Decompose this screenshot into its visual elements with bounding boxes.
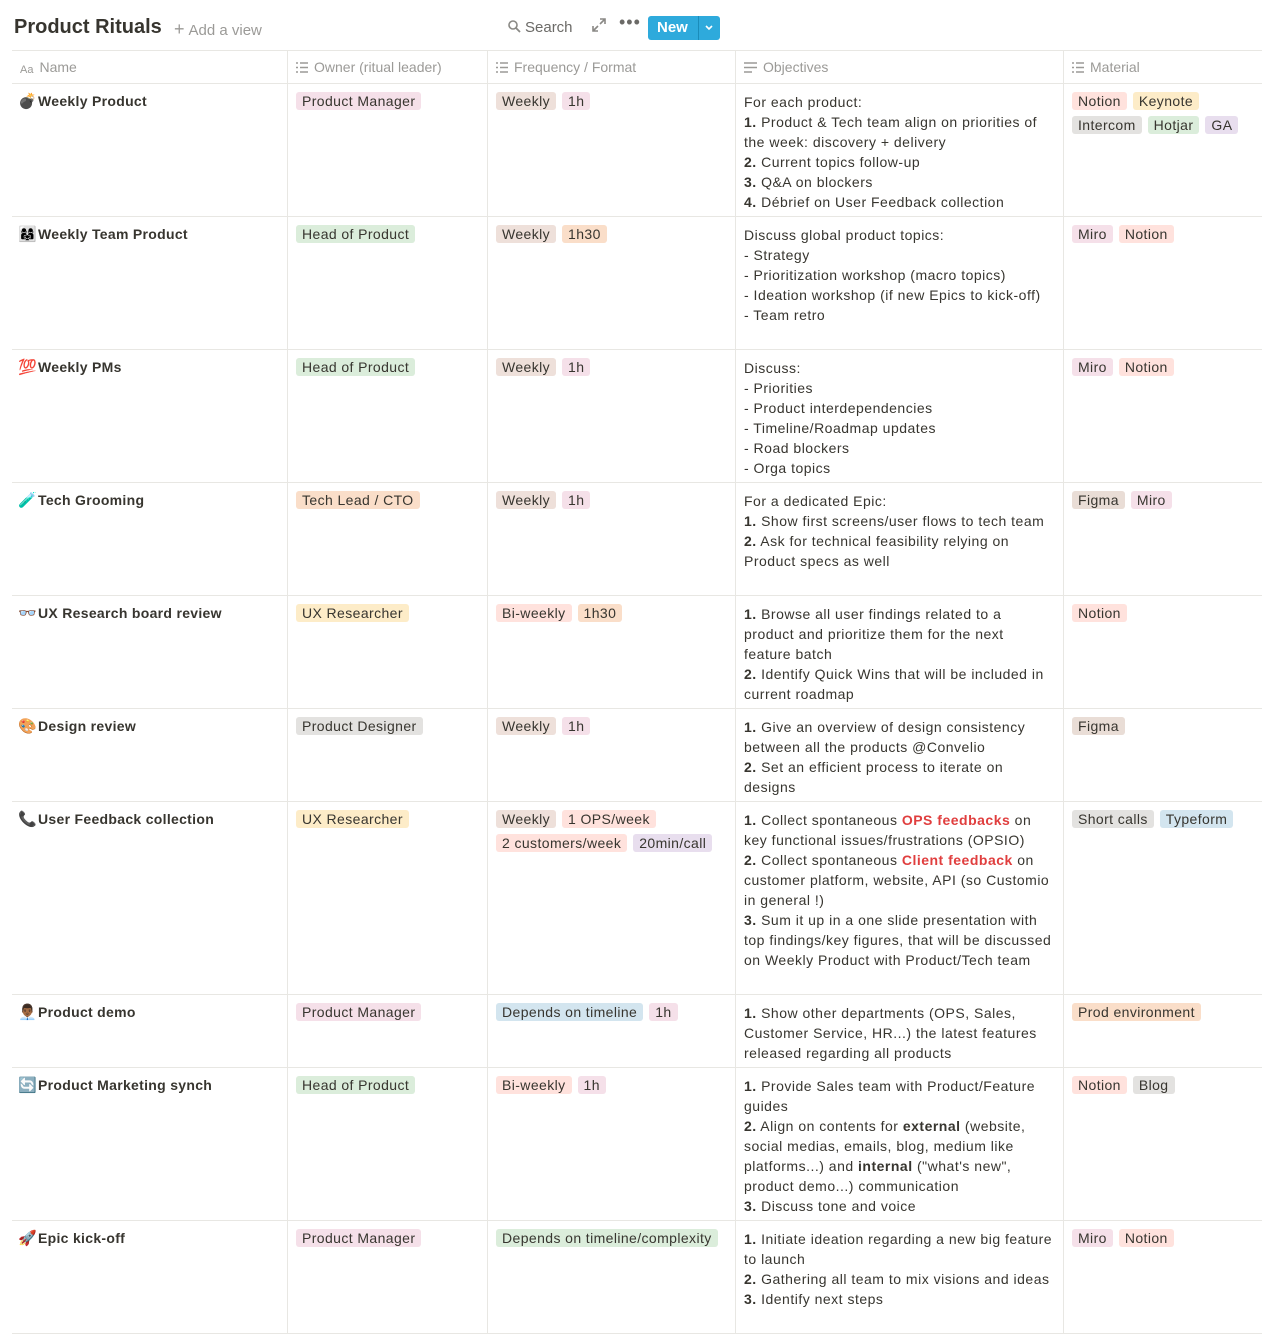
row-title[interactable]: Weekly Product — [38, 93, 147, 109]
objective-line: 1. Browse all user findings related to a product and prioritize them for the next feature batch — [744, 606, 1009, 662]
frequency-cell[interactable] — [487, 709, 735, 801]
row-emoji-icon: 👓 — [18, 605, 37, 622]
objective-line: 2. Identify Quick Wins that will be included in current roadmap — [744, 666, 1049, 702]
owner-tag[interactable]: UX Researcher — [296, 810, 409, 828]
objective-line: 3. Discuss tone and voice — [744, 1198, 917, 1214]
owner-cell[interactable] — [287, 84, 487, 216]
row-emoji-icon: 👨🏾‍💼 — [18, 1004, 37, 1021]
column-header-material[interactable]: Material — [1063, 51, 1262, 83]
objective-line: 3. Sum it up in a one slide presentation with top findings/key figures, that will be discussed on Weekly Product with Product/Tech team — [744, 912, 1056, 968]
highlight-text: Client feedback — [901, 852, 1013, 868]
frequency-tag[interactable]: 1h — [578, 1076, 606, 1094]
name-cell[interactable] — [12, 709, 287, 801]
objectives-cell[interactable] — [735, 802, 1063, 994]
frequency-tag[interactable]: Bi-weekly — [496, 604, 572, 622]
owner-tag[interactable]: Product Designer — [296, 717, 423, 735]
material-cell[interactable] — [1063, 709, 1262, 801]
objectives-text — [744, 92, 1055, 212]
material-tag[interactable]: Miro — [1072, 225, 1113, 243]
frequency-cell[interactable] — [487, 995, 735, 1067]
frequency-cell[interactable] — [487, 350, 735, 482]
material-tag[interactable]: Notion — [1072, 1076, 1127, 1094]
objective-number: 1. — [744, 114, 757, 130]
objective-number: 1. — [744, 1005, 757, 1021]
name-cell[interactable] — [12, 217, 287, 349]
objective-line: 1. Give an overview of design consistency between all the products @Convelio — [744, 719, 1030, 755]
owner-cell[interactable] — [287, 709, 487, 801]
objective-number: 2. — [744, 852, 757, 868]
chevron-down-icon[interactable] — [704, 21, 714, 35]
table-row[interactable] — [12, 1068, 1262, 1221]
objectives-cell[interactable] — [735, 596, 1063, 708]
objective-line: - Ideation workshop (if new Epics to kick-off) — [744, 287, 1041, 303]
frequency-cell[interactable] — [487, 596, 735, 708]
frequency-tag[interactable]: 1h — [562, 717, 590, 735]
frequency-tag[interactable]: Weekly — [496, 810, 556, 828]
search-button[interactable]: Search — [508, 19, 573, 36]
row-title[interactable]: Product demo — [38, 1004, 136, 1020]
objectives-cell[interactable] — [735, 483, 1063, 595]
objective-line: 1. Product & Tech team align on priorities of the week: discovery + delivery — [744, 114, 1042, 150]
table-row[interactable] — [12, 802, 1262, 995]
table-header — [12, 50, 1262, 84]
objective-number: 2. — [744, 666, 757, 682]
bold-text: internal — [858, 1158, 913, 1174]
expand-icon[interactable] — [592, 18, 606, 32]
row-emoji-icon: 💯 — [18, 359, 37, 376]
frequency-cell[interactable] — [487, 802, 735, 994]
material-tag[interactable]: Miro — [1072, 1229, 1113, 1247]
table-row[interactable] — [12, 709, 1262, 802]
owner-cell[interactable] — [287, 596, 487, 708]
name-cell[interactable] — [12, 350, 287, 482]
owner-tag[interactable]: UX Researcher — [296, 604, 409, 622]
objectives-text — [744, 358, 1055, 478]
objectives-text — [744, 491, 1055, 571]
material-tag[interactable]: Figma — [1072, 491, 1125, 509]
material-tag[interactable]: Miro — [1131, 491, 1172, 509]
row-emoji-icon: 💣 — [18, 93, 37, 110]
material-cell[interactable] — [1063, 596, 1262, 708]
objective-line: 3. Q&A on blockers — [744, 174, 873, 190]
objectives-cell[interactable] — [735, 217, 1063, 349]
objective-line: 2. Ask for technical feasibility relying on Product specs as well — [744, 533, 1014, 569]
name-cell[interactable] — [12, 1068, 287, 1220]
highlight-text: OPS feedbacks — [901, 812, 1011, 828]
frequency-tag[interactable]: 1h — [562, 491, 590, 509]
objective-number: 2. — [744, 1271, 757, 1287]
objective-line: - Prioritization workshop (macro topics) — [744, 267, 1006, 283]
row-emoji-icon: 🎨 — [18, 718, 37, 735]
name-cell[interactable] — [12, 802, 287, 994]
material-cell[interactable] — [1063, 217, 1262, 349]
frequency-tag[interactable]: 2 customers/week — [496, 834, 627, 852]
frequency-tag[interactable]: Weekly — [496, 491, 556, 509]
table-row[interactable] — [12, 995, 1262, 1068]
material-tag[interactable]: Miro — [1072, 358, 1113, 376]
table-row[interactable] — [12, 1221, 1262, 1334]
name-cell[interactable] — [12, 1221, 287, 1333]
objective-line: For a dedicated Epic: — [744, 493, 887, 509]
table-row[interactable] — [12, 483, 1262, 596]
row-title[interactable]: UX Research board review — [38, 605, 222, 621]
row-title[interactable]: Design review — [38, 718, 137, 734]
objective-number: 1. — [744, 812, 757, 828]
row-emoji-icon: 🚀 — [18, 1230, 37, 1247]
material-tag[interactable]: Blog — [1133, 1076, 1175, 1094]
objectives-text — [744, 1076, 1055, 1216]
more-options-icon[interactable]: ••• — [619, 12, 641, 32]
objective-number: 3. — [744, 912, 757, 928]
owner-cell[interactable] — [287, 1068, 487, 1220]
objective-line: 1. Initiate ideation regarding a new big feature to launch — [744, 1231, 1057, 1267]
database-table — [12, 50, 1262, 1334]
table-row[interactable] — [12, 84, 1262, 217]
frequency-tag[interactable]: 1h — [649, 1003, 677, 1021]
objectives-text — [744, 225, 1055, 325]
objectives-cell[interactable] — [735, 709, 1063, 801]
table-row[interactable] — [12, 350, 1262, 483]
objective-number: 1. — [744, 719, 757, 735]
material-cell[interactable] — [1063, 1221, 1262, 1333]
material-cell[interactable] — [1063, 350, 1262, 482]
objective-line: - Team retro — [744, 307, 826, 323]
row-emoji-icon: 👩‍👩‍👧 — [18, 226, 37, 243]
material-cell[interactable] — [1063, 483, 1262, 595]
frequency-tag[interactable]: 1h30 — [562, 225, 607, 243]
objective-number: 1. — [744, 1078, 757, 1094]
page-title: Product Rituals — [14, 16, 162, 38]
new-button[interactable]: New — [648, 16, 720, 40]
owner-tag[interactable]: Tech Lead / CTO — [296, 491, 420, 509]
material-cell[interactable] — [1063, 995, 1262, 1067]
objectives-cell[interactable] — [735, 1221, 1063, 1333]
objective-number: 2. — [744, 533, 757, 549]
material-tag[interactable]: Hotjar — [1148, 116, 1200, 134]
row-emoji-icon: 📞 — [18, 811, 37, 828]
objective-number: 1. — [744, 606, 757, 622]
row-emoji-icon: 🔄 — [18, 1077, 37, 1094]
objective-line: Discuss global product topics: — [744, 227, 945, 243]
table-body — [12, 84, 1262, 1334]
owner-tag[interactable]: Product Manager — [296, 92, 421, 110]
material-tag[interactable]: Keynote — [1133, 92, 1199, 110]
objectives-cell[interactable] — [735, 1068, 1063, 1220]
owner-cell[interactable] — [287, 217, 487, 349]
objective-number: 3. — [744, 1198, 757, 1214]
objectives-text — [744, 1003, 1055, 1063]
owner-cell[interactable] — [287, 350, 487, 482]
name-cell[interactable] — [12, 596, 287, 708]
owner-cell[interactable] — [287, 1221, 487, 1333]
material-tag[interactable]: Short calls — [1072, 810, 1154, 828]
objective-number: 3. — [744, 174, 757, 190]
objective-line: - Product interdependencies — [744, 400, 933, 416]
frequency-tag[interactable]: Depends on timeline/complexity — [496, 1229, 718, 1247]
material-cell[interactable] — [1063, 84, 1262, 216]
material-tag[interactable]: Notion — [1119, 358, 1174, 376]
table-row[interactable] — [12, 217, 1262, 350]
objective-line: 2. Set an efficient process to iterate on designs — [744, 759, 1008, 795]
objectives-text — [744, 1229, 1055, 1309]
objective-line: Discuss: — [744, 360, 801, 376]
frequency-tag[interactable]: 1 OPS/week — [562, 810, 656, 828]
objective-number: 2. — [744, 759, 757, 775]
owner-tag[interactable]: Product Manager — [296, 1003, 421, 1021]
objective-line: 1. Show other departments (OPS, Sales, Customer Service, HR...) the latest features released regarding all products — [744, 1005, 1042, 1061]
owner-tag[interactable]: Product Manager — [296, 1229, 421, 1247]
owner-tag[interactable]: Head of Product — [296, 358, 415, 376]
objective-line: 2. Align on contents for external (website, social medias, emails, blog, medium like platforms...) and internal ("what's new", product demo...) communication — [744, 1118, 1030, 1194]
objective-line: - Road blockers — [744, 440, 850, 456]
column-header-name[interactable]: Aa Name — [20, 59, 77, 76]
objective-number: 2. — [744, 1118, 757, 1134]
objective-line: 2. Gathering all team to mix visions and ideas — [744, 1271, 1050, 1287]
objective-number: 4. — [744, 194, 757, 210]
material-tag[interactable]: Figma — [1072, 717, 1125, 735]
name-cell[interactable] — [12, 84, 287, 216]
objective-line: For each product: — [744, 94, 863, 110]
list-property-icon — [1072, 62, 1084, 73]
frequency-tag[interactable]: Weekly — [496, 92, 556, 110]
objective-number: 1. — [744, 513, 757, 529]
material-tag[interactable]: Notion — [1119, 225, 1174, 243]
owner-tag[interactable]: Head of Product — [296, 225, 415, 243]
plus-icon: + — [174, 19, 185, 39]
frequency-tag[interactable]: 1h30 — [578, 604, 623, 622]
objectives-text — [744, 604, 1055, 704]
search-icon — [508, 20, 521, 33]
row-title[interactable]: Weekly PMs — [38, 359, 122, 375]
frequency-tag[interactable]: Weekly — [496, 717, 556, 735]
objective-line: 1. Show first screens/user flows to tech team — [744, 513, 1045, 529]
text-lines-icon — [744, 62, 757, 73]
table-row[interactable] — [12, 596, 1262, 709]
objective-line: 4. Débrief on User Feedback collection — [744, 194, 1005, 210]
list-property-icon — [496, 62, 508, 73]
row-title[interactable]: Tech Grooming — [38, 492, 145, 508]
frequency-cell[interactable] — [487, 1068, 735, 1220]
toolbar — [0, 0, 1262, 50]
name-cell[interactable] — [12, 995, 287, 1067]
material-tag[interactable]: Intercom — [1072, 116, 1142, 134]
objective-line: 3. Identify next steps — [744, 1291, 884, 1307]
frequency-cell[interactable] — [487, 483, 735, 595]
frequency-tag[interactable]: 1h — [562, 92, 590, 110]
objectives-text — [744, 717, 1055, 797]
material-tag[interactable]: GA — [1205, 116, 1238, 134]
add-view-button[interactable]: + Add a view — [174, 19, 262, 39]
frequency-cell[interactable] — [487, 84, 735, 216]
objectives-text — [744, 810, 1055, 970]
text-property-icon: Aa — [20, 64, 34, 76]
objective-line: - Orga topics — [744, 460, 831, 476]
row-title[interactable]: Product Marketing synch — [38, 1077, 213, 1093]
objective-number: 1. — [744, 1231, 757, 1247]
objectives-cell[interactable] — [735, 995, 1063, 1067]
column-header-frequency[interactable]: Frequency / Format — [487, 51, 735, 83]
row-title[interactable]: User Feedback collection — [38, 811, 215, 827]
objective-line: 2. Current topics follow-up — [744, 154, 921, 170]
objectives-cell[interactable] — [735, 350, 1063, 482]
owner-tag[interactable]: Head of Product — [296, 1076, 415, 1094]
frequency-cell[interactable] — [487, 217, 735, 349]
list-property-icon — [296, 62, 308, 73]
objective-line: - Timeline/Roadmap updates — [744, 420, 936, 436]
material-tag[interactable]: Prod environment — [1072, 1003, 1201, 1021]
material-tag[interactable]: Notion — [1119, 1229, 1174, 1247]
material-cell[interactable] — [1063, 1068, 1262, 1220]
frequency-tag[interactable]: Bi-weekly — [496, 1076, 572, 1094]
bold-text: external — [902, 1118, 961, 1134]
material-tag[interactable]: Notion — [1072, 92, 1127, 110]
frequency-tag[interactable]: 1h — [562, 358, 590, 376]
row-title[interactable]: Epic kick-off — [38, 1230, 126, 1246]
material-tag[interactable]: Typeform — [1160, 810, 1234, 828]
objective-line: 1. Provide Sales team with Product/Feature guides — [744, 1078, 1040, 1114]
material-cell[interactable] — [1063, 802, 1262, 994]
row-title[interactable]: Weekly Team Product — [38, 226, 188, 242]
objective-number: 2. — [744, 154, 757, 170]
row-emoji-icon: 🧪 — [18, 492, 37, 509]
column-header-owner[interactable]: Owner (ritual leader) — [287, 51, 487, 83]
objective-line: 1. Collect spontaneous OPS feedbacks on key functional issues/frustrations (OPSIO) — [744, 812, 1036, 848]
objective-line: 2. Collect spontaneous Client feedback on customer platform, website, API (so Customio in general !) — [744, 852, 1054, 908]
frequency-cell[interactable] — [487, 1221, 735, 1333]
frequency-tag[interactable]: Weekly — [496, 225, 556, 243]
owner-cell[interactable] — [287, 483, 487, 595]
frequency-tag[interactable]: 20min/call — [633, 834, 712, 852]
column-header-objectives[interactable]: Objectives — [735, 51, 1063, 83]
name-cell[interactable] — [12, 483, 287, 595]
objective-line: - Priorities — [744, 380, 814, 396]
owner-cell[interactable] — [287, 995, 487, 1067]
material-tag[interactable]: Notion — [1072, 604, 1127, 622]
objective-number: 3. — [744, 1291, 757, 1307]
objective-line: - Strategy — [744, 247, 810, 263]
frequency-tag[interactable]: Depends on timeline — [496, 1003, 643, 1021]
frequency-tag[interactable]: Weekly — [496, 358, 556, 376]
owner-cell[interactable] — [287, 802, 487, 994]
objectives-cell[interactable] — [735, 84, 1063, 216]
